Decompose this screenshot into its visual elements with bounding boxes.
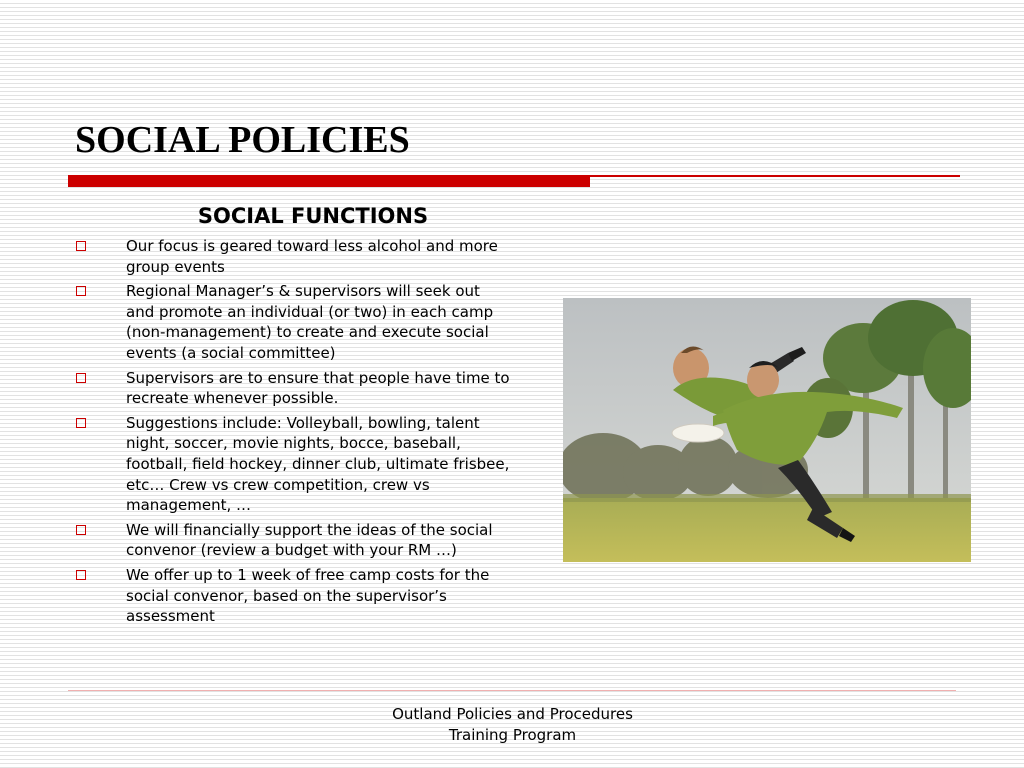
bullet-text: Our focus is geared toward less alcohol and more group events bbox=[126, 237, 498, 276]
hollow-square-bullet-icon bbox=[76, 241, 86, 251]
bullet-text: Regional Manager’s & supervisors will seek out and promote an individual (or two) in each camp (non-management) to create and execute social events (a social committee) bbox=[126, 282, 494, 362]
bullet-text: Suggestions include: Volleyball, bowling, talent night, soccer, movie nights, bocce, baseball, football, field hockey, dinner club, ultimate frisbee, etc… Crew vs crew competition, crew vs management, … bbox=[126, 413, 510, 515]
footer bbox=[360, 704, 665, 746]
bullet-text: We offer up to 1 week of free camp costs for the social convenor, based on the supervisor’s assessment bbox=[126, 565, 490, 626]
bullet-item bbox=[72, 565, 512, 627]
bullet-item bbox=[72, 281, 512, 363]
bullet-item bbox=[72, 520, 512, 561]
slide-title: SOCIAL POLICIES bbox=[75, 119, 410, 161]
frisbee-players-photo bbox=[563, 298, 971, 562]
section-subheading: SOCIAL FUNCTIONS bbox=[197, 204, 429, 228]
hollow-square-bullet-icon bbox=[76, 286, 86, 296]
footer-line-2: Training Program bbox=[448, 726, 577, 744]
bullet-text: Supervisors are to ensure that people have time to recreate whenever possible. bbox=[126, 368, 510, 408]
title-rule-thin bbox=[590, 175, 960, 177]
bullet-item bbox=[72, 368, 512, 409]
hollow-square-bullet-icon bbox=[76, 570, 86, 580]
footer-line-1: Outland Policies and Procedures bbox=[392, 705, 633, 723]
title-rule-thick bbox=[68, 175, 590, 187]
bullet-text: We will financially support the ideas of the social convenor (review a budget with your RM …) bbox=[126, 520, 493, 560]
bullet-item bbox=[72, 413, 512, 516]
hollow-square-bullet-icon bbox=[76, 525, 86, 535]
hollow-square-bullet-icon bbox=[76, 373, 86, 383]
bullet-list bbox=[72, 236, 512, 631]
bullet-item bbox=[72, 236, 512, 277]
footer-rule bbox=[68, 690, 956, 691]
hollow-square-bullet-icon bbox=[76, 418, 86, 428]
